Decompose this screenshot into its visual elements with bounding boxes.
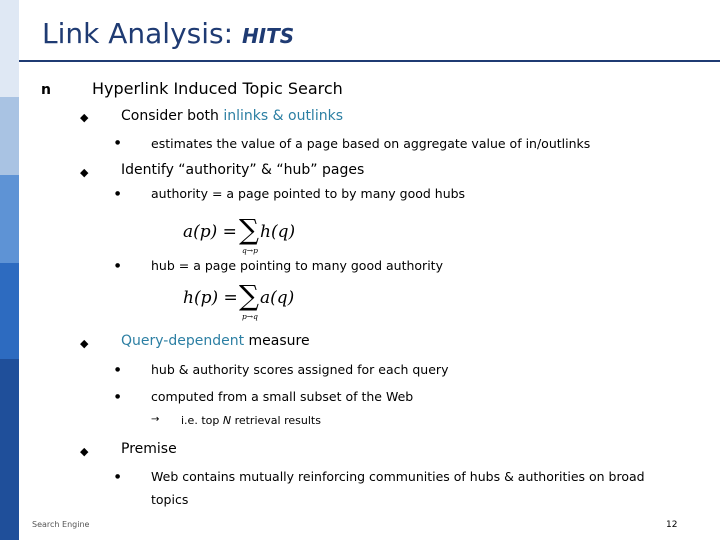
sidebar-band — [0, 0, 19, 97]
page-number: 12 — [666, 520, 678, 530]
footer-label: Search Engine — [32, 520, 90, 529]
dot-bullet-icon: ● — [115, 262, 121, 269]
bullet-authority: authority = a page pointed to by many good hubs — [151, 186, 466, 201]
sidebar-band — [0, 97, 19, 175]
slide-title — [42, 17, 294, 50]
sum-icon: ∑ — [239, 213, 259, 246]
italic-text: N — [222, 414, 232, 427]
title-divider — [19, 60, 720, 62]
bullet-text: Consider both — [121, 108, 224, 124]
bullet-estimates: estimates the value of a page based on aggregate value of in/outlinks — [151, 136, 591, 151]
dot-bullet-icon: ● — [115, 473, 121, 480]
highlight-text: inlinks & outlinks — [223, 108, 343, 124]
sum-icon: ∑ — [239, 279, 259, 312]
arrow-bullet-icon: → — [151, 414, 160, 425]
bullet-text: measure — [244, 333, 310, 349]
hub-formula — [183, 280, 313, 326]
bullet-consider — [121, 108, 343, 124]
title-italic: HITS — [241, 24, 295, 48]
formula-rhs: a(q) — [260, 288, 295, 308]
sidebar-decoration — [0, 0, 19, 540]
dot-bullet-icon: ● — [115, 190, 121, 197]
formula-sub: p→q — [242, 312, 258, 321]
formula-rhs: h(q) — [260, 222, 296, 242]
formula-lhs: a(p) = — [183, 222, 237, 242]
highlight-text: Query-dependent — [121, 333, 245, 349]
bullet-identify: Identify “authority” & “hub” pages — [121, 162, 365, 178]
diamond-bullet-icon: ◆ — [80, 445, 89, 458]
dot-bullet-icon: ● — [115, 139, 121, 146]
formula-sub: q→p — [242, 246, 258, 255]
diamond-bullet-icon: ◆ — [80, 166, 89, 179]
diamond-bullet-icon: ◆ — [80, 111, 89, 124]
bullet-top-n — [181, 414, 321, 427]
authority-formula — [183, 212, 313, 258]
sidebar-band — [0, 175, 19, 263]
bullet-text: i.e. top — [181, 414, 223, 427]
bullet-query-dependent — [121, 333, 310, 349]
formula-lhs: h(p) = — [183, 288, 238, 308]
bullet-web-contains: Web contains mutually reinforcing communities of hubs & authorities on broad — [151, 469, 645, 484]
bullet-web-contains-cont: topics — [151, 492, 189, 507]
title-text: Link Analysis: — [42, 17, 242, 50]
diamond-bullet-icon: ◆ — [80, 337, 89, 350]
dot-bullet-icon: ● — [115, 393, 121, 400]
square-bullet-icon: n — [41, 82, 51, 98]
bullet-computed: computed from a small subset of the Web — [151, 389, 414, 404]
sidebar-band — [0, 359, 19, 540]
bullet-hits: Hyperlink Induced Topic Search — [92, 79, 343, 98]
bullet-premise: Premise — [121, 441, 177, 457]
sidebar-band — [0, 263, 19, 359]
dot-bullet-icon: ● — [115, 366, 121, 373]
bullet-scores: hub & authority scores assigned for each query — [151, 362, 449, 377]
bullet-text: retrieval results — [231, 414, 321, 427]
bullet-hub: hub = a page pointing to many good authority — [151, 258, 443, 273]
